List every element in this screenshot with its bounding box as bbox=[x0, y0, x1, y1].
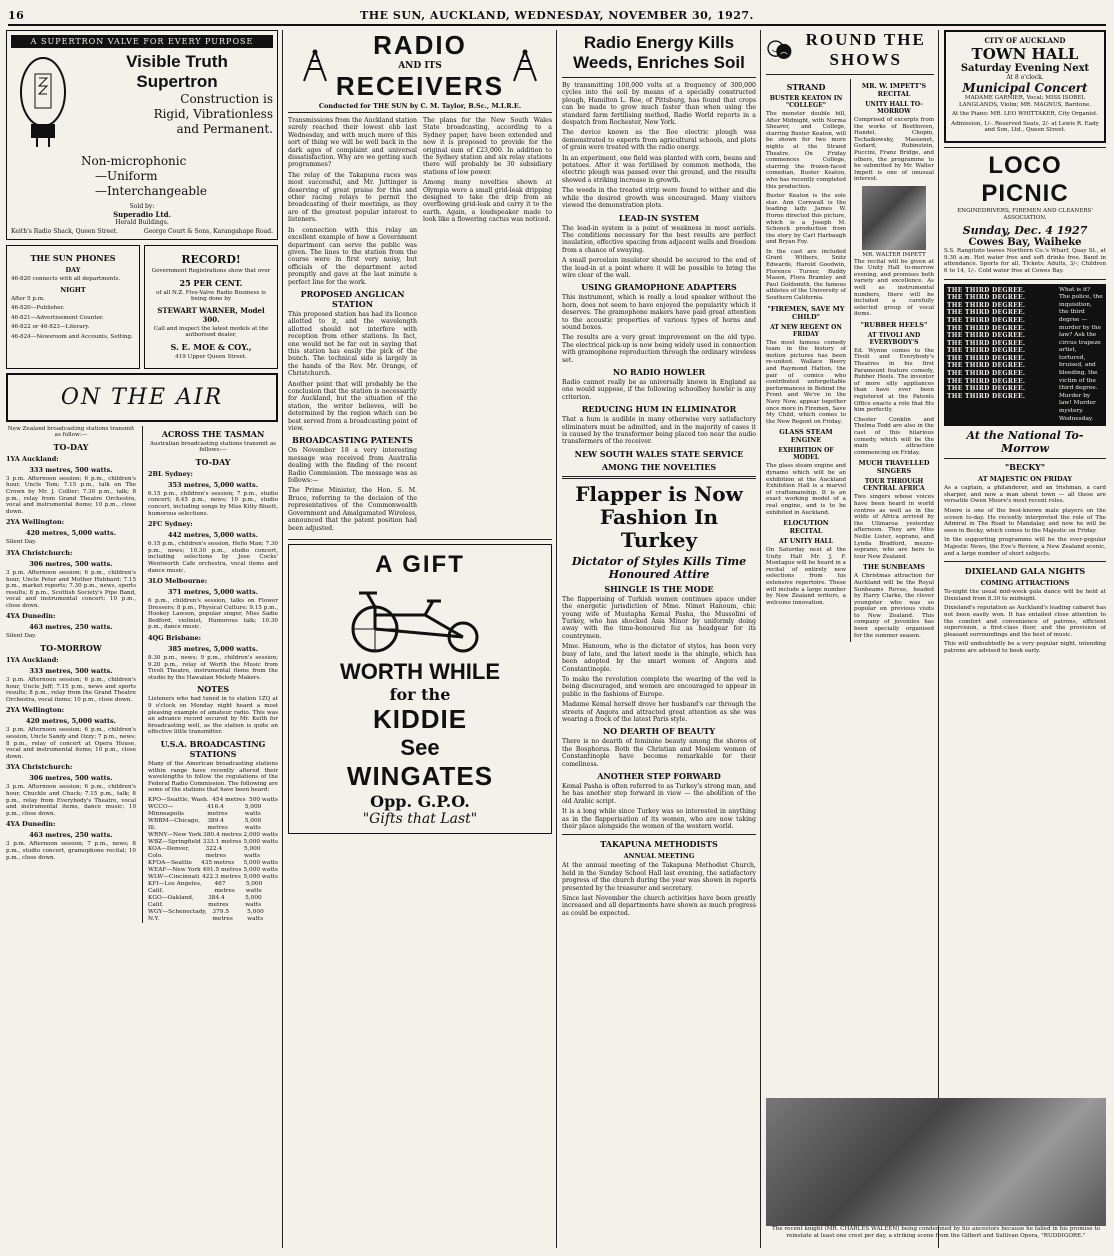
article-paragraph: The flapperising of Turkish women continues apace under the energetic jurisdiction of Mme. Nimet Hanoum, chic young wife of Mustapha Kemal Pasha, the Mussolini of Turkey, who has shocked Asia Minor by uniformly doing away with the time-honoured fez as headgear for its countrymen. bbox=[562, 595, 756, 640]
singers-sub: TOUR THROUGH CENTRAL AFRICA bbox=[863, 478, 925, 493]
loco-place: Cowes Bay, Waiheke bbox=[968, 237, 1082, 249]
ruddigore-photo bbox=[766, 1098, 1106, 1226]
sold-by: Sold by: bbox=[129, 203, 155, 210]
supertron-feature: Non-microphonic bbox=[81, 154, 187, 168]
nz-stations bbox=[6, 426, 136, 923]
us-station-power: 5,000 watts bbox=[243, 838, 278, 845]
station-entry bbox=[6, 820, 136, 861]
article-paragraph: In the cast are included Grant Withers, Snitz Edwards, Harold Goodwin, Florence Turner, Buddy Mason, Flora Bramley and Paul Goldsmith, the famous athletes of the University of Southern California. bbox=[766, 248, 846, 302]
concert-title: Municipal Concert bbox=[962, 81, 1088, 95]
article-paragraph: A Christmas attraction for Auckland will be the Royal Sunbeams Revue, headed by Harry Clarke, the clever youngster who was so popular on previous visits to New Zealand. This company of juveniles has been specially organised for the summer season. bbox=[854, 573, 934, 639]
article-paragraph: To make the revolution complete the wearing of the veil is being discouraged, and women are encouraged to appear in public in the fashions of Europe. bbox=[562, 675, 756, 698]
article-paragraph: Madame Kemal herself drove her husband's car through the streets of Angora and attracted great attention as she was wearing a frock of the latest Paris style. bbox=[562, 701, 756, 723]
us-station-wave: 435 metres bbox=[201, 859, 235, 866]
us-station-row bbox=[148, 846, 278, 860]
ad-gift: A GIFT bbox=[375, 550, 465, 578]
article-paragraph: Dixieland's reputation as Auckland's leading cabaret has not been easily won. It has entailed close attention to the comfort and convenience of patrons, efficient supervision, a first-class floor, and the provision of pleasant surroundings and the best of music. bbox=[944, 605, 1106, 638]
record-model: STEWART WARNER, Model 300. bbox=[157, 305, 265, 324]
radio-valve-icon bbox=[11, 52, 75, 148]
tasman-freq: 442 metres, 5,000 watts. bbox=[168, 531, 258, 540]
third-degree-row: THE THIRD DEGREE. bbox=[947, 392, 1026, 400]
article-paragraph: The recital will be given at the Unity Hall to-morrow evening, and promises both variety and excellence. As well as instrumental numbers, there will be included a carefully selected group of vocal items. bbox=[854, 258, 934, 318]
impett-sub: UNITY HALL TO-MORROW bbox=[865, 101, 923, 115]
article-paragraph: This instrument, which is really a loud speaker without the horn, does not seem to have enjoyed the popularity which it deserves. The gramophone makers have paid great attention to the acoustic properties of various types of horns and sound boxes. bbox=[562, 294, 756, 331]
subheading: AMONG THE NOVELTIES bbox=[601, 461, 717, 472]
us-station-row bbox=[148, 839, 278, 846]
radio-energy-headline: Radio Energy Kills Weeds, Enriches Soil bbox=[573, 33, 745, 72]
tasman-name: 3LO Melbourne: bbox=[148, 577, 208, 586]
night-label: NIGHT bbox=[60, 285, 86, 294]
tasman-name: 4QG Brisbane: bbox=[148, 634, 202, 643]
impett-title: MR. W. IMPETT'S RECITAL bbox=[861, 82, 927, 98]
tasman-stations bbox=[142, 426, 278, 923]
usa-text: Many of the American broadcasting stations within range have recently altered their wavelengths to follow the regulations of the Federal Radio Commission. The following are some of the stations that have been heard: bbox=[148, 761, 278, 794]
radio-title-2: AND ITS bbox=[398, 61, 442, 71]
station-entry bbox=[6, 706, 136, 760]
tasman-freq: 371 metres, 5,000 watts. bbox=[168, 588, 258, 597]
us-station-wave: 322.4 metres bbox=[205, 845, 226, 859]
column-1 bbox=[6, 30, 278, 923]
tasman-entry bbox=[148, 470, 278, 517]
record-address: 419 Upper Queen Street. bbox=[175, 353, 247, 360]
supertron-ad[interactable] bbox=[6, 30, 278, 240]
us-station-wave: 491.5 metres bbox=[202, 866, 242, 873]
record-percent: 25 PER CENT. bbox=[179, 277, 243, 288]
becky-sub: AT MAJESTIC ON FRIDAY bbox=[978, 475, 1072, 484]
record-line: of all N.Z. Five-Valve Radio Business is being done by bbox=[156, 289, 266, 303]
on-the-air-heading: ON THE AIR bbox=[6, 373, 278, 422]
station-freq: 420 metres, 5,000 watts. bbox=[26, 529, 116, 538]
station-text: 3 p.m. Afternoon session; 6 p.m., children's hour, Uncle Tom; 7.15 p.m., talk on The Crown by Mr. J. Collier; 7.30 p.m., talk; 8 p.m., relay from Grand Theatre Orchestra, vocal and instrumental items; 10 p.m., close down. bbox=[6, 475, 136, 515]
notes-text: Listeners who had tuned in to station 1ZQ at 9 o'clock on Monday night heard a most pleasing example of amateur radio. This was an advance record secured by Mr. Keith for broadcasting well, as the station is quite an effective little transmitter. bbox=[148, 696, 278, 736]
elocution-sub: AT UNITY HALL bbox=[778, 538, 833, 546]
article-paragraph: On November 18 a very interesting message was received from Australia dealing with the finding of the recent Radio Commission. The message was as follows:— bbox=[288, 447, 417, 485]
us-station-row bbox=[148, 895, 278, 909]
ad-see: See bbox=[400, 734, 440, 760]
article-paragraph: Ed. Wynne comes to the Tivoli and Everybody's Theatres in his first Paramount feature comedy, Rubber Heels. The inventor of more silly appliances than have ever been registered at the Patents Office enacts a role that fits him perfectly. bbox=[854, 347, 934, 414]
article-paragraph: The device known as the Roe electric plough was demonstrated to experts from agricultural schools, and plots of grain were treated with the radio energy. bbox=[562, 129, 756, 152]
us-station-name: KPO—Seattle, Wash. bbox=[148, 796, 209, 803]
station-freq: 463 metres, 250 watts. bbox=[29, 831, 113, 840]
tasman-freq: 353 metres, 5,000 watts. bbox=[168, 480, 258, 489]
station-freq: 306 metres, 500 watts. bbox=[29, 774, 113, 783]
station-text: 3 p.m. Afternoon session; 6 p.m., children's hour, Uncle Jeff; 7.15 p.m., news and sports results; 8 p.m., relay from the Grand Theatre Orchestra, vocal items; 10 p.m., close down. bbox=[6, 677, 136, 703]
us-station-row bbox=[148, 874, 278, 881]
supertron-line: Rigid, Vibrationless bbox=[153, 107, 273, 121]
third-degree-row: THE THIRD DEGREE. bbox=[947, 385, 1026, 393]
supertron-headline-1: Visible Truth bbox=[126, 52, 228, 71]
city-label: CITY OF AUCKLAND bbox=[984, 36, 1066, 45]
station-name: 3YA Christchurch: bbox=[6, 763, 73, 772]
article-paragraph: In an experiment, one field was planted with corn, beans and potatoes. After it was fertilised by common methods, the electric plough was passed over the ground, and the results showed a striking increase in growth. bbox=[562, 154, 756, 184]
subheading: ANOTHER STEP FORWARD bbox=[597, 770, 721, 781]
article-paragraph: On Saturday next at the Unity Hall Mr. J. F. Montague will be heard in a recital of entirely new selections from his extensive repertoire. These will include a large number by New Zealand writers, a welcome innovation. bbox=[766, 547, 846, 606]
station-entry bbox=[6, 656, 136, 703]
ad-for-the: for the bbox=[389, 684, 451, 704]
us-station-name: KGO—Oakland, Calif. bbox=[148, 894, 194, 908]
subheading: BROADCASTING PATENTS bbox=[292, 435, 413, 446]
article-paragraph: The weeds in the treated strip were found to wither and die while the desired growth was encouraged. Many visitors viewed the demonstration plots. bbox=[562, 187, 756, 210]
article-paragraph: In connection with this relay an excellent example of how a Government department can serve the public was given. The lines to the station from the course were in first very noisy, but officials of the department acted promptly and gave at the last minute a perfect line for the work. bbox=[288, 226, 417, 286]
article-paragraph: The lead-in system is a point of weakness in most aerials. The conditions necessary for the best results are perfect insulation, effective spacing from adjacent walls and freedom from a chance of swaying. bbox=[562, 224, 756, 254]
us-station-row bbox=[148, 909, 278, 923]
column-4 bbox=[766, 30, 934, 1090]
third-degree-row: THE THIRD DEGREE. bbox=[947, 362, 1026, 370]
article-paragraph: The Prime Minister, the Hon. S. M. Bruce, referring to the decision of the representatives of the Commonwealth Government and Amalgamated Wireless, announced that the patent position had been adjusted. bbox=[288, 487, 417, 532]
us-station-wave: 333.1 metres bbox=[202, 838, 242, 845]
elocution-title: ELOCUTION RECITAL bbox=[783, 519, 829, 536]
us-station-wave: 454 metres bbox=[212, 796, 246, 803]
takapuna-title: TAKAPUNA METHODISTS bbox=[600, 839, 718, 850]
tasman-name: 2FC Sydney: bbox=[148, 520, 193, 529]
rubber-sub: AT TIVOLI AND EVERYBODY'S bbox=[867, 331, 921, 346]
article-paragraph: At the annual meeting of the Takapuna Methodist Church, held in the Sunday School Hall last evening, the satisfactory progress of the church during the year was shown in reports presented by the treasurer and secretary. bbox=[562, 862, 756, 892]
strand-title: STRAND bbox=[786, 82, 826, 92]
tasman-text: 8.30 p.m., news; 9 p.m., children's session; 9.20 p.m., relay of Worth the Music from Tivoli Theatre, instrumental items from the studio by the Hawaiian Melody Makers. bbox=[148, 655, 278, 681]
sun-phones-title: THE SUN PHONES bbox=[30, 253, 116, 263]
third-degree-side: What is it? The police, the inquisition, the third degree — murder by the law? Ask the circus trapeze artist, tortured, bruised, and bleeding, the victim of the third degree. Murder by law! Murder mystery. Wednesday. bbox=[1059, 286, 1103, 422]
article-paragraph: The glass steam engine and dynamo which will be an exhibition at the Auckland Exhibition Hall is a marvel of craftsmanship. It is an exact working model of a real engine, and is to be exhibited in Auckland. bbox=[766, 463, 846, 516]
article-paragraph: In the supporting programme will be the ever-popular Majestic News, the Eve's Review, a New Zealand scenic, and a large number of short subjects. bbox=[944, 537, 1106, 557]
seller: Superadio Ltd. bbox=[113, 210, 171, 219]
firemen-sub: AT NEW REGENT ON FRIDAY bbox=[770, 323, 842, 338]
station-entry bbox=[6, 455, 136, 516]
us-station-row bbox=[148, 832, 278, 839]
tasman-name: 2BL Sydney: bbox=[148, 469, 193, 478]
third-degree-row: THE THIRD DEGREE. bbox=[947, 339, 1026, 347]
organist: At the Piano: MR. LEO WHITTAKER, City Organist. bbox=[952, 111, 1098, 118]
phone-line: 46-822 or 46-823—Literary. bbox=[11, 324, 90, 331]
loco-title: LOCO PICNIC bbox=[981, 151, 1069, 207]
station-entry bbox=[6, 612, 136, 640]
article-paragraph: Chester Conklin and Thelma Todd are also in the cast of this hilarious comedy, which will be the main attraction commencing on Friday. bbox=[854, 416, 934, 456]
article-paragraph: The relay of the Takapuna races was most successful, and Mr. Juttinger is deserving of great praise for this and other racing relays to permit the broadcasting of their meetings, as they are of the greatest popular interest to listeners. bbox=[288, 171, 417, 224]
us-station-power: 5,000 watts bbox=[243, 859, 278, 866]
becky-title: "BECKY" bbox=[1004, 462, 1045, 473]
on-air-intro: New Zealand broadcasting stations transmit as follow:— bbox=[7, 425, 135, 439]
station-name: 2YA Wellington: bbox=[6, 518, 65, 527]
loco-picnic-ad[interactable] bbox=[944, 152, 1106, 275]
station-freq: 463 metres, 250 watts. bbox=[29, 623, 113, 632]
us-station-wave: 384.4 metres bbox=[208, 894, 229, 908]
tasman-title: ACROSS THE TASMAN bbox=[161, 428, 265, 439]
article-paragraph: This will undoubtedly be a very popular night, intending patrons are advised to book early. bbox=[944, 641, 1106, 654]
us-station-power: 5,000 watts bbox=[244, 803, 262, 817]
article-paragraph: The most famous comedy team in the history of motion pictures has been re-united. Wallace Beery and Raymond Hatton, the pair of comics who contributed unforgettable performances in Behind the Front and We're in the Navy Now, appear together once more in Firemen, Save My Child, which comes to the New Regent on Friday. bbox=[766, 339, 846, 425]
station-freq: 420 metres, 5,000 watts. bbox=[26, 717, 116, 726]
third-degree-row: THE THIRD DEGREE. bbox=[947, 332, 1026, 340]
phone-line: 46-821—Advertisement Counter. bbox=[11, 314, 104, 321]
notes-title: NOTES bbox=[196, 684, 230, 695]
us-station-row bbox=[148, 881, 278, 895]
night-after: After 5 p.m. bbox=[11, 295, 45, 302]
flapper-subhead: Dictator of Styles Kills Time Honoured Attire bbox=[571, 554, 747, 581]
us-station-power: 5,000 watts bbox=[243, 873, 278, 880]
article-paragraph: By transmitting 100,000 volts at a frequency of 300,000 cycles into the soil by means of a specially constructed plough, Hamilton L. Roe, of Pittsburg, has found that crops can be made to grow much faster than when using the standard farm fertilising method, Radio World reports in a despatch from Rochester, New York. bbox=[562, 82, 756, 127]
article-paragraph: Radio cannot really be as universally known in England as one would suppose, if the following schoolboy howler is any criterion. bbox=[562, 379, 756, 401]
ad-slogan: "Gifts that Last" bbox=[362, 810, 478, 827]
station-name: 1YA Auckland: bbox=[6, 656, 59, 665]
station-text: Silent Day. bbox=[6, 539, 37, 546]
article-paragraph: That a hum is audible in many otherwise very satisfactory eliminators must be admitted, and in the majority of cases it is caused by the transformer being placed too near the audio transformers of the receiver. bbox=[562, 416, 756, 446]
us-station-power: 2,000 watts bbox=[243, 831, 278, 838]
national-label: At the National To-Morrow bbox=[944, 426, 1106, 459]
radio-tower-icon bbox=[300, 49, 330, 83]
third-degree-row: THE THIRD DEGREE. bbox=[947, 309, 1026, 317]
round-the-shows-title: ROUND THE SHOWS bbox=[805, 30, 926, 69]
article-paragraph: The monster double bill, After Midnight, with Norma Shearer, and College, starring Buster Keaton, will be shown for two more nights at the Strand Theatre. On Friday commences College, starring the frozen-faced comedian, Buster Keaton, who has recently completed this production. bbox=[766, 111, 846, 190]
glass-title: GLASS STEAM ENGINE bbox=[779, 428, 833, 445]
loco-date: Sunday, Dec. 4 1927 bbox=[962, 224, 1088, 238]
flapper-headline: Flapper is Now Fashion In Turkey bbox=[575, 481, 743, 552]
us-station-row bbox=[148, 867, 278, 874]
us-station-row bbox=[148, 860, 278, 867]
firemen-title: "FIREMEN, SAVE MY CHILD" bbox=[767, 304, 845, 321]
us-station-name: WRNY—New York bbox=[148, 831, 202, 838]
article-paragraph: Kemal Pasha is often referred to as Turkey's strong man, and he has another step forward in view — the abolition of the old Arabic script. bbox=[562, 782, 756, 805]
station-entry bbox=[6, 763, 136, 817]
tricycle-icon bbox=[345, 579, 495, 655]
us-station-name: KFI—Los Angeles, Calif. bbox=[148, 880, 202, 894]
us-station-name: KFOA—Seattle bbox=[148, 859, 192, 866]
us-station-name: KOA—Denver, Colo. bbox=[148, 845, 190, 859]
ad-worth: WORTH WHILE bbox=[339, 658, 501, 684]
article-paragraph: As a captain, a philanderer, and an Irishman, a card sharper, and now a man about town — all these are versatile Owen Moore's most recent roles. bbox=[944, 485, 1106, 505]
newspaper-title: THE SUN, AUCKLAND, WEDNESDAY, NOVEMBER 30, 1927. bbox=[360, 8, 754, 22]
record-ad[interactable] bbox=[144, 245, 278, 369]
phone-line: 46-820—Publisher. bbox=[11, 305, 65, 312]
article-paragraph: Comprised of excerpts from the works of Beethoven, Handel, Chopin, Tschaikowsky, Massenet, Godard, Rubinstein, Puccini, Franz Bridge, and others, the programme to be submitted by Mr. Walter Impett is one of unusual interest. bbox=[854, 117, 934, 183]
us-station-name: WLW—Cincinnati bbox=[148, 873, 200, 880]
us-station-list bbox=[148, 797, 278, 923]
us-station-name: WGY—Schenectady, N.Y. bbox=[148, 908, 207, 922]
article-paragraph: It is a long while since Turkey was so interested in anything as in the flapperisation of its women, who are now taking their place alongside the women of the western world. bbox=[562, 808, 756, 830]
town-hall-title: TOWN HALL bbox=[971, 45, 1079, 63]
third-degree-row: THE THIRD DEGREE. bbox=[947, 377, 1026, 385]
agent: George Court & Sons, Karangahape Road. bbox=[143, 228, 273, 235]
dixie-title: DIXIELAND GALA NIGHTS bbox=[964, 566, 1086, 577]
town-hall-sub: Saturday Evening Next bbox=[960, 63, 1090, 74]
us-station-row bbox=[148, 797, 278, 804]
third-degree-row: THE THIRD DEGREE. bbox=[947, 286, 1026, 294]
radio-conductor: Conducted for THE SUN by C. M. Taylor, B.Sc., M.I.R.E. bbox=[318, 102, 522, 110]
tasman-text: 6.15 p.m., children's session; 7 p.m., studio concert; 8.45 p.m., news; 10 p.m., studio concert, including songs by Miss Kitty Bluett, humorous selections. bbox=[148, 490, 278, 517]
subheading: NEW SOUTH WALES STATE SERVICE bbox=[574, 448, 744, 459]
ruddigore-caption: The recent knight (MR. CHARLES WALEEN) being condemned by his ancestors because he failed in his promise to reinstate at least one crest per day, a striking scene from the Gilbert and Sullivan Opera, "RUDDIGORE." bbox=[772, 1226, 1100, 1239]
record-line: Government Registrations show that over bbox=[151, 268, 271, 274]
station-text: 3 p.m. Afternoon session; 6 p.m., children's hour, Chuckle and Chuck; 7.15 p.m., talk; 8 p.m., relay from Everybody's Theatre, vocal and instrumental items, dance music; 10 p.m., close down. bbox=[6, 784, 136, 817]
article-paragraph: Buster Keaton is the sole star. Ann Cornwall is the leading lady. James W. Horne directed this picture, which is a Joseph M. Schenck production from the story by Carl Harbaugh and Bryan Foy. bbox=[766, 193, 846, 246]
station-text: 3 p.m. Afternoon session; 7 p.m., news; 8 p.m., studio concert, gramophone recital; 10 p.m., close down. bbox=[6, 841, 136, 861]
us-station-name: WBZ—Springfield bbox=[148, 838, 201, 845]
us-station-name: WCCO—Minneapolis bbox=[148, 803, 185, 817]
station-name: 1YA Auckland: bbox=[6, 454, 59, 463]
article-paragraph: Since last November the church activities have been greatly increased and all departments have shown as much progress as could be expected. bbox=[562, 895, 756, 917]
article-paragraph: Mme. Hanoum, who is the dictator of styles, has been very busy of late, and the latest mode is the shingle, which has been adopted by the smart women of Angora and Constantinople. bbox=[562, 643, 756, 673]
tasman-text: 6.15 p.m., children's session, Hello Man; 7.30 p.m., news; 10.30 p.m., studio concert, including selections by Jose Cocks' Wentworth Cafe orchestra, vocal items and dance music. bbox=[148, 541, 278, 574]
tasman-today: TO-DAY bbox=[195, 456, 231, 467]
subheading: PROPOSED ANGLICAN STATION bbox=[300, 288, 405, 309]
radio-title-1: RADIO bbox=[373, 30, 467, 60]
article-paragraph: The results are a very great improvement on the old type. The electrical pick-up is now being widely used in connection with gramophone reproduction through the ordinary wireless set. bbox=[562, 334, 756, 364]
supertron-line: Construction is bbox=[180, 92, 273, 106]
tasman-entry bbox=[148, 634, 278, 681]
flapper-shingle: SHINGLE IS THE MODE bbox=[604, 583, 714, 594]
loco-sub: ENGINEDRIVERS, FIREMEN AND CLEANERS' ASSOCIATION. bbox=[957, 207, 1093, 221]
subheading: LEAD-IN SYSTEM bbox=[618, 212, 700, 223]
us-station-name: WBBM—Chicago, Ill. bbox=[148, 817, 200, 831]
station-freq: 333 metres, 500 watts. bbox=[29, 667, 113, 676]
impett-caption: MR. WALTER IMPETT bbox=[862, 251, 926, 258]
station-text: 3 p.m. Afternoon session; 6 p.m., children's hour, Uncle Peter and Mother Hubbard; 7.15 p.m., market reports; 7.30 p.m., news, sports results; 8 p.m., Scottish Society's Pipe Band, vocal and instrumental concert; 10 p.m., close down. bbox=[6, 569, 136, 609]
us-station-power: 5,000 watts bbox=[247, 908, 264, 922]
radio-col-a bbox=[288, 117, 417, 535]
ad-shop-name: WINGATES bbox=[346, 760, 494, 791]
third-degree-ad[interactable] bbox=[944, 284, 1106, 427]
dixie-sub: COMING ATTRACTIONS bbox=[980, 579, 1070, 588]
station-name: 4YA Dunedin: bbox=[6, 612, 56, 621]
us-station-power: 500 watts bbox=[249, 796, 278, 803]
concert-line: MADAME GARNIER, Vocal; MISS ISOBEL LANGLANDS, Violin; MR. MAGNUS, Baritone. bbox=[958, 95, 1092, 108]
us-station-power: 5,000 watts bbox=[245, 880, 263, 894]
article-paragraph: Among many novelties shown at Olympia were a small grid-leak dripping designed to take the drip from an overflowing grid-leak and carry it to the earth. Again, a loudspeaker made to look like a flowering cactus was noticed. bbox=[423, 179, 552, 224]
tasman-freq: 385 metres, 5,000 watts. bbox=[168, 645, 258, 654]
page-number: 16 bbox=[8, 8, 25, 22]
phone-line: 46-824—Newsroom and Accounts, Setting. bbox=[11, 333, 133, 340]
third-degree-row: THE THIRD DEGREE. bbox=[947, 316, 1026, 324]
article-paragraph: Transmissions from the Auckland station surely reached their lowest ebb last Wednesday, and with much more of this sort of thing we will be well back in the dark ages of complaint and universal dissatisfaction. Why are we getting such programmes? bbox=[288, 117, 417, 169]
us-station-power: 5,000 watts bbox=[243, 866, 278, 873]
article-paragraph: To-night the usual mid-week gala dance will be held at Dixieland from 8.30 to midnight. bbox=[944, 589, 1106, 602]
record-dealer: S. E. MOE & COY., bbox=[170, 341, 252, 352]
third-degree-row: THE THIRD DEGREE. bbox=[947, 370, 1026, 378]
subheading: NO DEARTH OF BEAUTY bbox=[602, 726, 716, 737]
radio-title-3: RECEIVERS bbox=[335, 71, 505, 101]
third-degree-rows bbox=[947, 287, 1055, 424]
column-5 bbox=[944, 30, 1106, 1094]
ad-kiddie: KIDDIE bbox=[372, 703, 468, 734]
us-station-wave: 389.4 metres bbox=[207, 817, 228, 831]
tasman-entry bbox=[148, 577, 278, 631]
us-station-power: 5,000 watts bbox=[245, 894, 262, 908]
seller-address: Herald Buildings. bbox=[115, 219, 169, 226]
glass-sub: EXHIBITION OF MODEL bbox=[778, 447, 834, 462]
wingates-gift-ad[interactable] bbox=[288, 544, 552, 834]
admission: Admission, 1/-. Reserved Seats, 2/- at Lewis R. Eady and Son, Ltd., Queen Street. bbox=[951, 120, 1099, 134]
us-station-power: 5,000 watts bbox=[243, 845, 261, 859]
tasman-intro: Australian broadcasting stations transmit as follows:— bbox=[149, 440, 277, 454]
town-hall-ad[interactable] bbox=[944, 30, 1106, 143]
tasman-text: 6 p.m., children's session, talks on Flower Dressers; 8 p.m., Physical Culture; 9.15 p.m., Hookey Lawson, popular singer, Miss Sadie Bedford, violinist, Humorous talk; 10.30 p.m., dance music. bbox=[148, 598, 278, 631]
us-station-row bbox=[148, 804, 278, 818]
article-paragraph: Two singers whose voices have been heard in world centres as well as in the wilds of Africa arrived by the Ulimaroa yesterday afternoon. They are Miss Nellie Lister, soprano, and Lynda Bradford, mezzo-soprano, who are here to tour New Zealand. bbox=[854, 494, 934, 560]
article-paragraph: The plans for the New South Wales State broadcasting, according to a Sydney paper, have been extended and now it is proposed to provide for the original sum of £23,000. In addition to the Sydney station and six relay stations there will probably be 30 subsidiary stations of low power. bbox=[423, 117, 552, 176]
supertron-feature: —Uniform bbox=[95, 169, 158, 183]
record-line: Call and inspect the latest models at the authorised dealer, bbox=[153, 325, 269, 339]
us-station-row bbox=[148, 818, 278, 832]
loco-text: S.S. Rangitoto leaves Northern Co.'s Wharf, Quay St., at 9.30 a.m. Hot water free and soft drinks free. Band in attendance. Sports for all. Tickets: Adults, 3/-; Children 6 to 14, 1/-. Cold water free at Cowes Bay. bbox=[944, 248, 1106, 274]
third-degree-row: THE THIRD DEGREE. bbox=[947, 354, 1026, 362]
masthead bbox=[8, 6, 1106, 26]
supertron-feature: —Interchangeable bbox=[95, 184, 208, 198]
radio-col-b bbox=[423, 117, 552, 535]
usa-title: U.S.A. BROADCASTING STATIONS bbox=[160, 739, 266, 759]
station-text: Silent Day. bbox=[6, 633, 37, 640]
portrait-photo bbox=[862, 186, 926, 250]
article-paragraph: Moore is one of the best-known male players on the screen to-day. He recently interpreted the role of The Admiral in The Road to Mandalay, and now he will be seen in Becky, which comes to the Majestic on Friday. bbox=[944, 508, 1106, 534]
us-station-wave: 380.4 metres bbox=[203, 831, 242, 838]
us-station-wave: 467 metres bbox=[214, 880, 235, 894]
today-label: TO-DAY bbox=[53, 441, 89, 452]
station-freq: 306 metres, 500 watts. bbox=[29, 559, 113, 568]
third-degree-row: THE THIRD DEGREE. bbox=[947, 324, 1026, 332]
third-degree-row: THE THIRD DEGREE. bbox=[947, 347, 1026, 355]
column-2 bbox=[288, 30, 552, 834]
station-entry bbox=[6, 518, 136, 546]
supertron-banner: A SUPERTRON VALVE FOR EVERY PURPOSE bbox=[11, 35, 273, 48]
singers-title: MUCH TRAVELLED SINGERS bbox=[858, 459, 930, 476]
us-station-wave: 422.3 metres bbox=[201, 873, 241, 880]
agent: Keith's Radio Shack, Queen Street. bbox=[11, 228, 119, 235]
article-paragraph: This proposed station has had its licence allotted to it, and the wavelength allotted should not interfere with reception from other stations. In fact, one would not be far out in saying that this station has easily the pick of the bunch. The technical side is largely in the hands of the Rev. Mr. Orange, of Christchurch. bbox=[288, 310, 417, 378]
day-label: DAY bbox=[65, 266, 81, 274]
us-station-wave: 379.5 metres bbox=[212, 908, 233, 922]
third-degree-row: THE THIRD DEGREE. bbox=[947, 294, 1026, 302]
theatre-masks-icon bbox=[766, 30, 793, 70]
station-name: 2YA Wellington: bbox=[6, 706, 65, 715]
sunbeams-title: THE SUNBEAMS bbox=[863, 563, 925, 572]
station-freq: 333 metres, 500 watts. bbox=[29, 465, 113, 474]
third-degree-row: THE THIRD DEGREE. bbox=[947, 301, 1026, 309]
station-text: 3 p.m. Afternoon session; 6 p.m., children's session, Uncle Sandy and Ozzy; 7 p.m., news; 8 p.m., relay of concert at Opera House, vocal and instrumental items; 10 p.m., close down. bbox=[6, 727, 136, 760]
us-station-power: 5,000 watts bbox=[244, 817, 262, 831]
tomorrow-label: TO-MORROW bbox=[40, 643, 102, 654]
radio-receivers-header bbox=[288, 30, 552, 113]
subheading: REDUCING HUM IN ELIMINATOR bbox=[581, 404, 737, 415]
article-paragraph: A small porcelain insulator should be secured to the end of the lead-in at a point where it will be possible to bring the wire clear of the wall. bbox=[562, 257, 756, 279]
ad-location: Opp. G.P.O. bbox=[370, 791, 470, 811]
rubber-title: "RUBBER HEELS" bbox=[860, 320, 928, 329]
article-paragraph: There is no dearth of feminine beauty among the shores of the Bosphorus. Both the Christian and Moslem women of Constantinople have become remarkable for their comeliness. bbox=[562, 738, 756, 768]
station-name: 3YA Christchurch: bbox=[6, 548, 73, 557]
radio-tower-icon bbox=[510, 49, 540, 83]
day-text: 46-820 connects with all departments. bbox=[11, 276, 121, 282]
article-paragraph: Another point that will probably be the conclusion that the station is necessarily for Auckland, but the situation of the station, the writer believes, will be determined by the region which can be best served from a broadcasting point of view. bbox=[288, 380, 417, 433]
town-hall-time: At 8 o'clock. bbox=[1006, 74, 1044, 81]
supertron-line: and Permanent. bbox=[176, 122, 273, 136]
record-title: RECORD! bbox=[181, 253, 241, 266]
subheading: USING GRAMOPHONE ADAPTERS bbox=[581, 282, 737, 293]
us-station-wave: 416.4 metres bbox=[207, 803, 228, 817]
us-station-name: WEAF—New York bbox=[148, 866, 201, 873]
ruddigore-photo-block bbox=[766, 1098, 1106, 1239]
tasman-entry bbox=[148, 520, 278, 574]
column-3 bbox=[562, 30, 756, 920]
station-name: 4YA Dunedin: bbox=[6, 820, 56, 829]
strand-sub: BUSTER KEATON IN "COLLEGE" bbox=[769, 95, 843, 109]
sun-phones-box bbox=[6, 245, 140, 369]
station-entry bbox=[6, 549, 136, 610]
supertron-headline-2: Supertron bbox=[136, 72, 218, 91]
subheading: NO RADIO HOWLER bbox=[612, 367, 706, 377]
takapuna-sub: ANNUAL MEETING bbox=[623, 852, 695, 861]
